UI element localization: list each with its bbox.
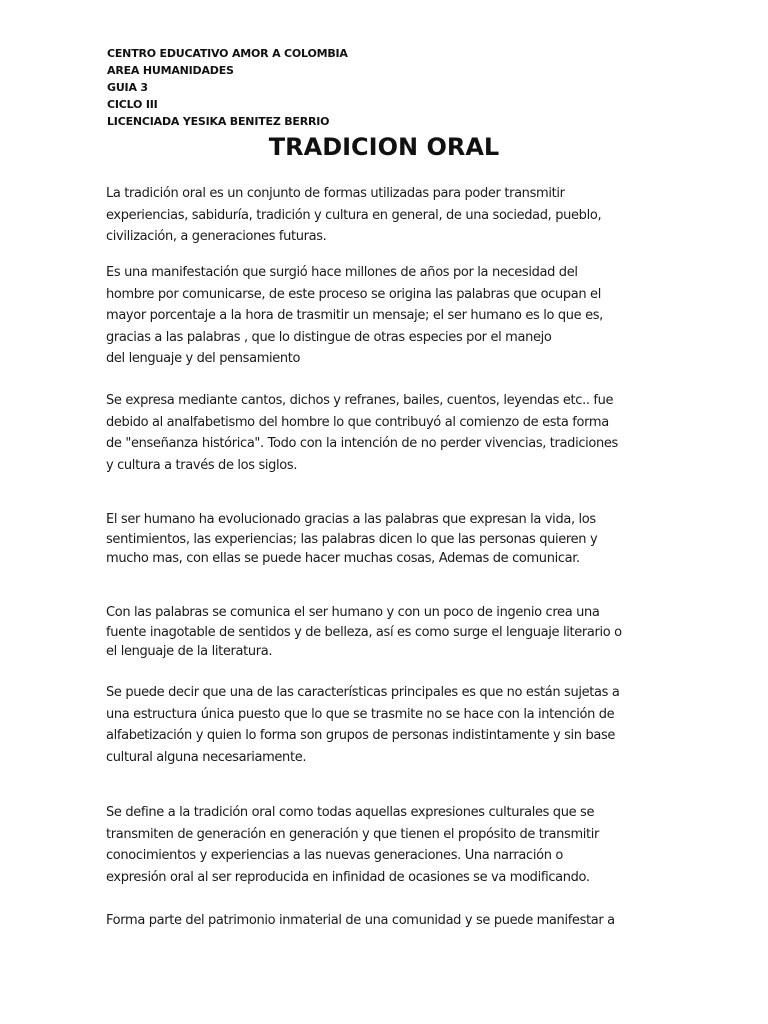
paragraph-line: mayor porcentaje a la hora de trasmitir un mensaje; el ser humano es lo que es,: [106, 308, 603, 323]
paragraph-8: [106, 910, 666, 932]
paragraph-line: gracias a las palabras , que lo distingue de otras especies por el manejo: [106, 329, 552, 345]
paragraph-line: Es una manifestación que surgió hace millones de años por la necesidad del: [106, 265, 578, 280]
paragraph-line: el lenguaje de la literatura.: [106, 644, 273, 659]
guide-number: GUIA 3: [107, 81, 148, 94]
document-title: TRADICION ORAL: [268, 133, 500, 161]
paragraph-line: del lenguaje y del pensamiento: [106, 351, 301, 366]
paragraph-line: expresión oral al ser reproducida en infinidad de ocasiones se va modificando.: [106, 869, 590, 885]
paragraph-2: [106, 262, 666, 370]
paragraph-line: civilización, a generaciones futuras.: [106, 229, 327, 244]
paragraph-line: una estructura única puesto que lo que se trasmite no se hace con la intención de: [106, 706, 615, 722]
subject-area: AREA HUMANIDADES: [107, 64, 234, 77]
teacher-name: LICENCIADA YESIKA BENITEZ BERRIO: [107, 115, 330, 128]
paragraph-line: Se expresa mediante cantos, dichos y refranes, bailes, cuentos, leyendas etc.. fue: [106, 393, 614, 408]
paragraph-line: Se define a la tradición oral como todas aquellas expresiones culturales que se: [106, 805, 595, 820]
document-header: [107, 45, 348, 130]
paragraph-line: mucho mas, con ellas se puede hacer muchas cosas, Ademas de comunicar.: [106, 551, 580, 566]
paragraph-3: [106, 390, 666, 476]
paragraph-line: de "enseñanza histórica". Todo con la intención de no perder vivencias, tradiciones: [106, 436, 618, 451]
paragraph-line: El ser humano ha evolucionado gracias a las palabras que expresan la vida, los: [106, 512, 596, 527]
paragraph-7: [106, 802, 666, 888]
paragraph-line: Se puede decir que una de las características principales es que no están sujetas a: [106, 685, 620, 700]
paragraph-line: Forma parte del patrimonio inmaterial de una comunidad y se puede manifestar a: [106, 913, 615, 928]
paragraph-line: cultural alguna necesariamente.: [106, 749, 307, 765]
paragraph-6: [106, 682, 666, 768]
cycle-label: CICLO III: [107, 98, 158, 111]
paragraph-line: Con las palabras se comunica el ser humano y con un poco de ingenio crea una: [106, 605, 600, 620]
paragraph-line: hombre por comunicarse, de este proceso se origina las palabras que ocupan el: [106, 286, 601, 302]
paragraph-line: sentimientos, las experiencias; las palabras dicen lo que las personas quieren y: [106, 531, 598, 547]
paragraph-line: experiencias, sabiduría, tradición y cultura en general, de una sociedad, pueblo,: [106, 207, 602, 223]
paragraph-line: alfabetización y quien lo forma son grupos de personas indistintamente y sin base: [106, 728, 616, 743]
school-name: CENTRO EDUCATIVO AMOR A COLOMBIA: [107, 47, 348, 60]
paragraph-1: [106, 183, 666, 248]
paragraph-line: La tradición oral es un conjunto de formas utilizadas para poder transmitir: [106, 186, 565, 201]
paragraph-line: conocimientos y experiencias a las nuevas generaciones. Una narración o: [106, 848, 563, 863]
paragraph-line: fuente inagotable de sentidos y de belleza, así es como surge el lenguaje literario o: [106, 624, 622, 640]
paragraph-line: debido al analfabetismo del hombre lo que contribuyó al comienzo de esta forma: [106, 414, 609, 430]
paragraph-5: [106, 603, 666, 662]
paragraph-line: transmiten de generación en generación y que tienen el propósito de transmitir: [106, 826, 600, 842]
paragraph-4: [106, 510, 666, 569]
paragraph-line: y cultura a través de los siglos.: [106, 457, 298, 473]
